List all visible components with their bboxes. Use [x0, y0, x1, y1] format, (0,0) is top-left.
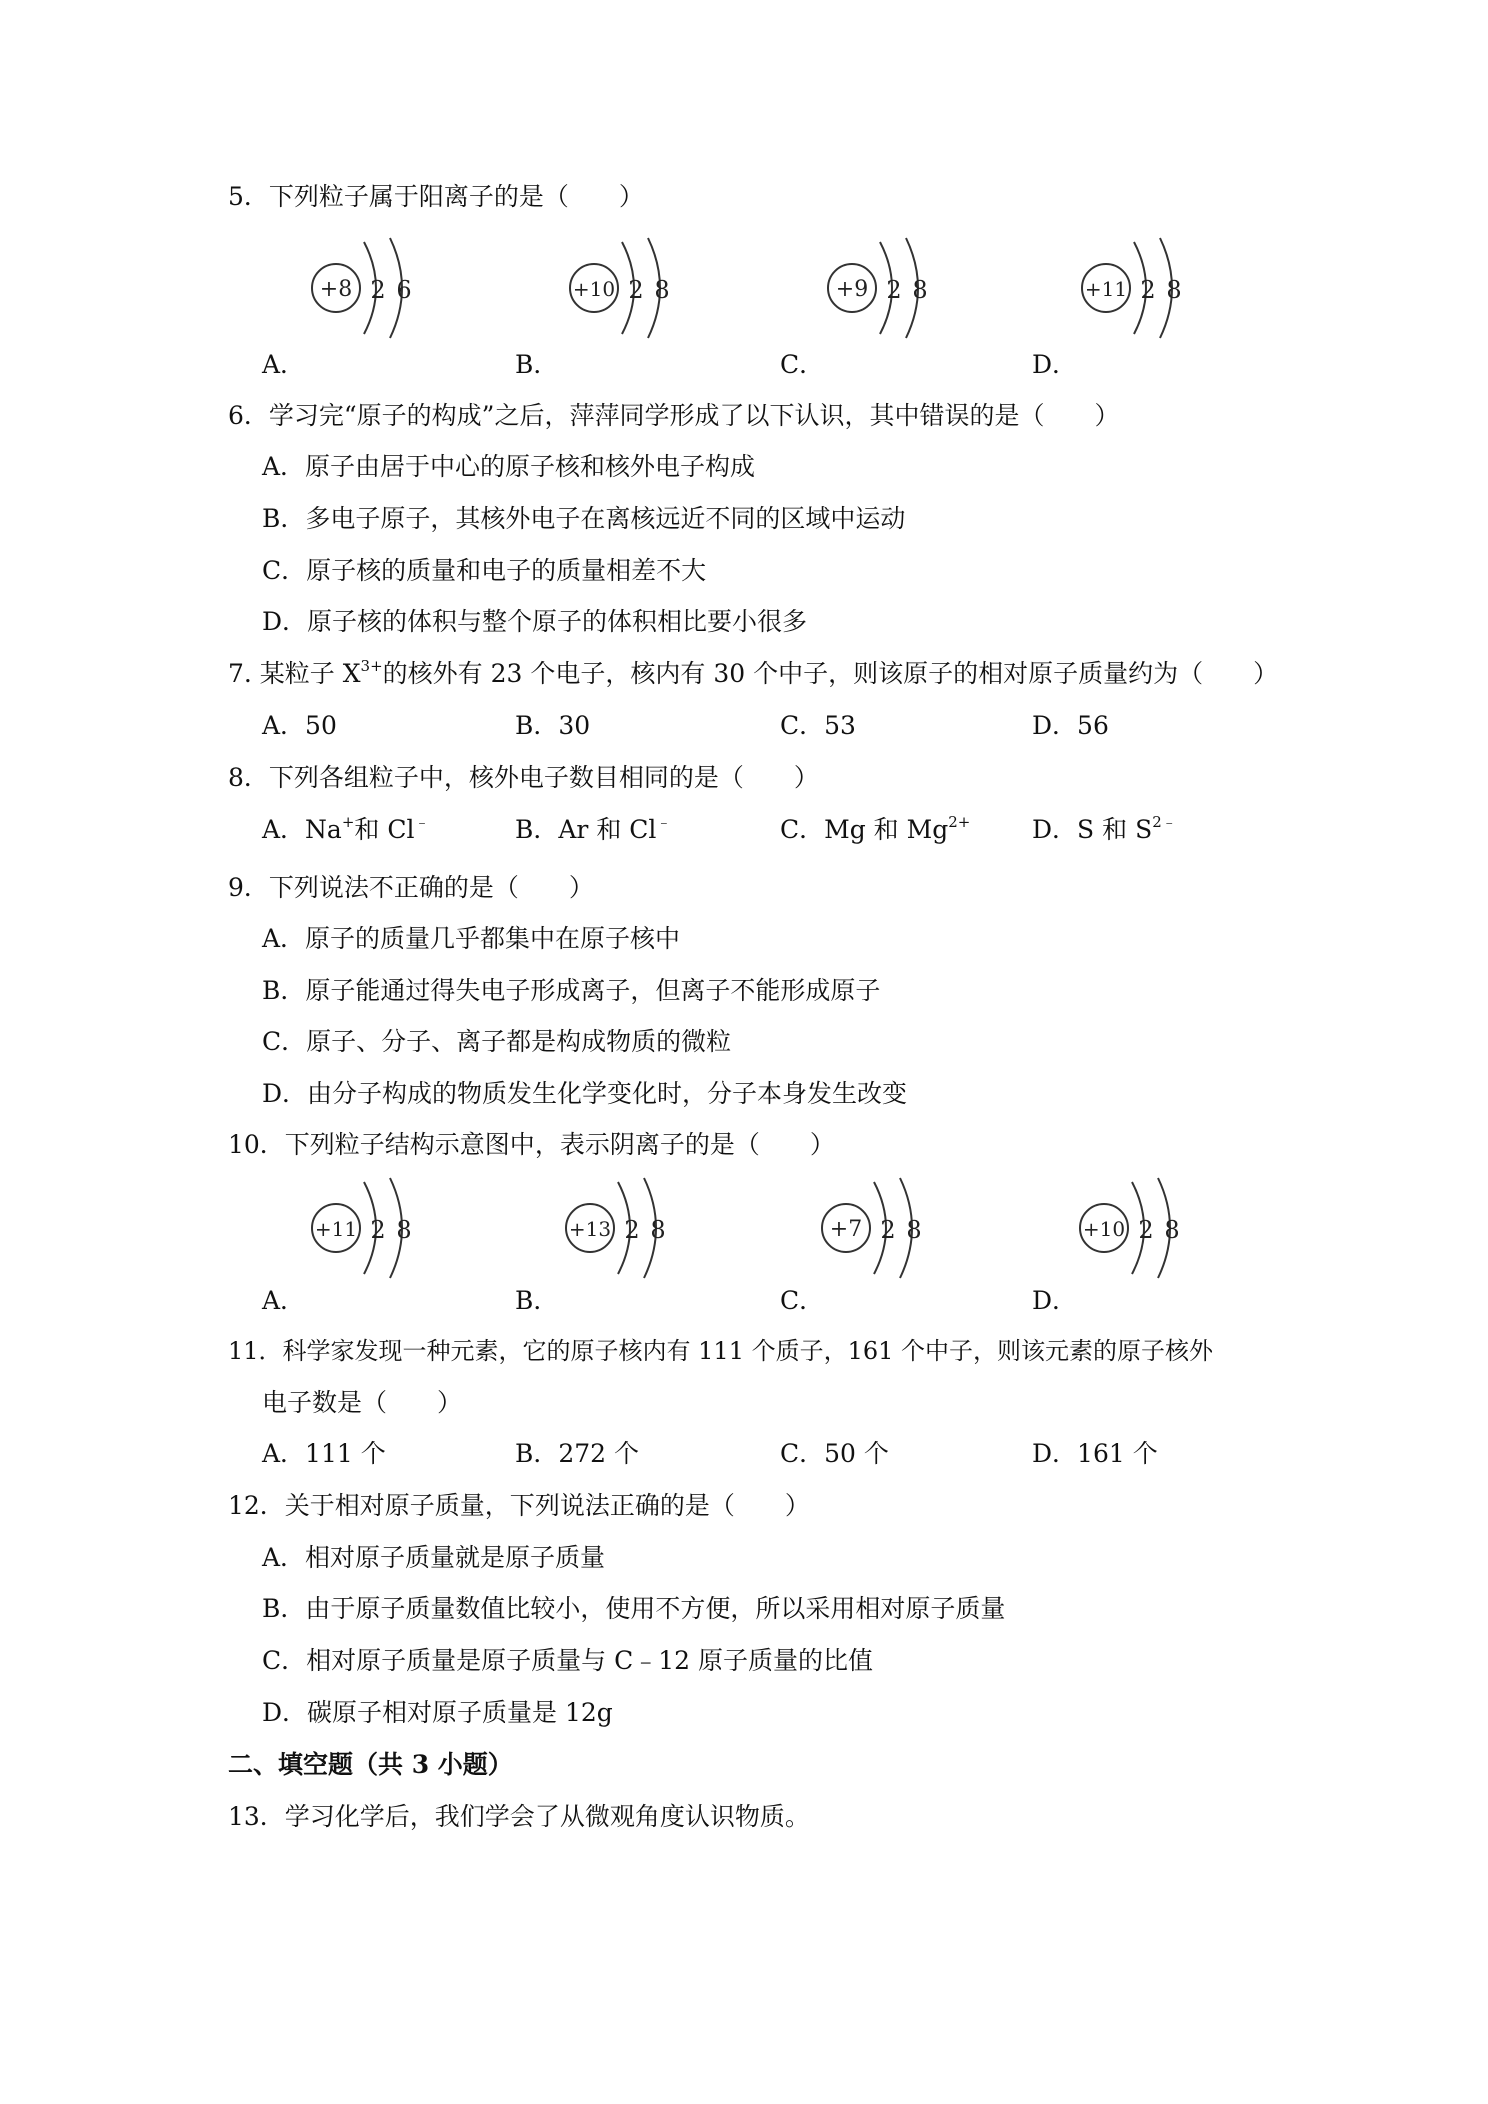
q8-option-d-sup1: 2﹣ [1152, 813, 1177, 831]
q7-option-c: C．53 [780, 711, 856, 740]
q8-option-a-pre: A．Na [262, 815, 342, 844]
q7-option-d: D．56 [1032, 711, 1109, 740]
q8-option-a-sup2: ﹣ [414, 813, 430, 831]
shell-2-electrons: 6 [396, 276, 412, 304]
nucleus-charge: +7 [829, 1217, 863, 1242]
nucleus-charge: +11 [1084, 277, 1128, 301]
nucleus-charge: +8 [319, 277, 353, 302]
q5-option-a-label: A． [262, 350, 306, 379]
q10-option-d-label: D． [1032, 1286, 1078, 1315]
q11-option-b: B．272 个 [515, 1439, 640, 1468]
shell-1-electrons: 2 [624, 1216, 640, 1244]
nucleus-charge: +13 [568, 1217, 612, 1241]
q8-option-b-sup1: ﹣ [656, 813, 672, 831]
q8-option-a [262, 813, 430, 847]
q10-option-d-diagram [1078, 1178, 1208, 1278]
q11-option-d: D．161 个 [1032, 1439, 1158, 1468]
q5-option-b-diagram [568, 238, 698, 338]
q7-stem-pre: 7. 某粒子 X [228, 659, 361, 688]
q11-option-a: A．111 个 [262, 1439, 386, 1468]
shell-1-electrons: 2 [1138, 1216, 1154, 1244]
shell-2-electrons: 8 [654, 276, 670, 304]
q12-option-d: D．碳原子相对原子质量是 12g [262, 1698, 613, 1727]
nucleus-charge: +10 [572, 277, 616, 301]
shell-2-electrons: 8 [912, 276, 928, 304]
q8-option-a-mid: 和 Cl [354, 815, 415, 844]
q10-option-a-label: A． [262, 1286, 306, 1315]
question-8-stem: 8．下列各组粒子中，核外电子数目相同的是（ ） [228, 763, 819, 792]
nucleus-charge: +10 [1082, 1217, 1126, 1241]
q10-option-c-diagram [820, 1178, 950, 1278]
q7-option-b: B．30 [515, 711, 591, 740]
q11-option-c: C．50 个 [780, 1439, 889, 1468]
question-7-stem [228, 657, 1278, 691]
question-6-stem: 6．学习完“原子的构成”之后，萍萍同学形成了以下认识，其中错误的是（ ） [228, 401, 1120, 430]
shell-2-electrons: 8 [1166, 276, 1182, 304]
question-9-stem: 9．下列说法不正确的是（ ） [228, 873, 594, 902]
q10-option-a-diagram [310, 1178, 440, 1278]
shell-2-electrons: 8 [906, 1216, 922, 1244]
question-12-stem: 12．关于相对原子质量，下列说法正确的是（ ） [228, 1491, 810, 1520]
question-10-stem: 10．下列粒子结构示意图中，表示阴离子的是（ ） [228, 1130, 835, 1159]
q5-option-d-diagram [1080, 238, 1210, 338]
shell-2-electrons: 8 [396, 1216, 412, 1244]
question-11-stem-line-1: 11．科学家发现一种元素，它的原子核内有 111 个质子，161 个中子，则该元素的原子核外 [228, 1337, 1214, 1365]
q10-option-b-label: B． [515, 1286, 559, 1315]
q8-option-c [780, 813, 970, 847]
nucleus-charge: +9 [835, 277, 869, 302]
shell-1-electrons: 2 [370, 1216, 386, 1244]
q5-option-a-diagram [310, 238, 440, 338]
q6-option-d: D．原子核的体积与整个原子的体积相比要小很多 [262, 607, 808, 636]
shell-2-electrons: 8 [1164, 1216, 1180, 1244]
q10-option-b-diagram [564, 1178, 694, 1278]
shell-2-electrons: 8 [650, 1216, 666, 1244]
nucleus-charge: +11 [314, 1217, 358, 1241]
q9-option-d: D．由分子构成的物质发生化学变化时，分子本身发生改变 [262, 1079, 908, 1108]
q8-option-d [1032, 813, 1177, 847]
q12-option-b: B．由于原子质量数值比较小，使用不方便，所以采用相对原子质量 [262, 1594, 1006, 1623]
q6-option-b: B．多电子原子，其核外电子在离核远近不同的区域中运动 [262, 504, 906, 533]
q9-option-c: C．原子、分子、离子都是构成物质的微粒 [262, 1027, 732, 1056]
q5-option-c-diagram [826, 238, 956, 338]
q8-option-d-pre: D．S 和 S [1032, 815, 1153, 844]
q7-option-a: A．50 [262, 711, 337, 740]
q8-option-c-sup1: 2+ [948, 813, 971, 831]
q6-option-c: C．原子核的质量和电子的质量相差不大 [262, 556, 707, 585]
q5-option-b-label: B． [515, 350, 559, 379]
q12-option-a: A．相对原子质量就是原子质量 [262, 1543, 606, 1572]
question-11-stem-line-2: 电子数是（ ） [262, 1388, 463, 1417]
q7-stem-post: 的核外有 23 个电子，核内有 30 个中子，则该原子的相对原子质量约为（ ） [382, 659, 1279, 688]
q6-option-a: A．原子由居于中心的原子核和核外电子构成 [262, 452, 756, 481]
q5-option-c-label: C． [780, 350, 825, 379]
q9-option-a: A．原子的质量几乎都集中在原子核中 [262, 924, 681, 953]
shell-1-electrons: 2 [880, 1216, 896, 1244]
q8-option-a-sup1: + [341, 813, 355, 831]
question-5-stem: 5．下列粒子属于阳离子的是（ ） [228, 182, 644, 211]
shell-1-electrons: 2 [886, 276, 902, 304]
shell-1-electrons: 2 [628, 276, 644, 304]
shell-1-electrons: 2 [370, 276, 386, 304]
q9-option-b: B．原子能通过得失电子形成离子，但离子不能形成原子 [262, 976, 881, 1005]
q7-stem-charge: 3+ [360, 657, 383, 675]
q8-option-c-pre: C．Mg 和 Mg [780, 815, 949, 844]
shell-1-electrons: 2 [1140, 276, 1156, 304]
section-2-heading: 二、填空题（共 3 小题） [228, 1750, 513, 1779]
q12-option-c: C．相对原子质量是原子质量与 C﹣12 原子质量的比值 [262, 1646, 873, 1675]
q10-option-c-label: C． [780, 1286, 825, 1315]
q8-option-b-pre: B．Ar 和 Cl [515, 815, 657, 844]
question-13-stem: 13．学习化学后，我们学会了从微观角度认识物质。 [228, 1802, 810, 1831]
q5-option-d-label: D． [1032, 350, 1078, 379]
q8-option-b [515, 813, 671, 847]
